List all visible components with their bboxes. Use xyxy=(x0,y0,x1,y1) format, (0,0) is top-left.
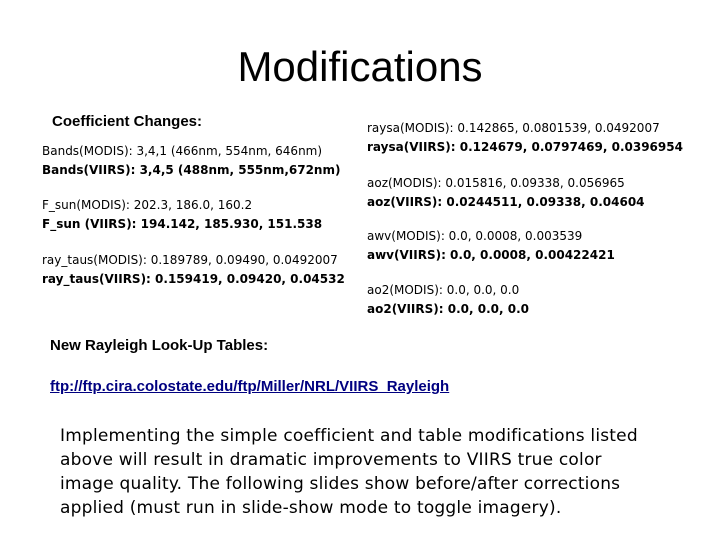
raysa-block xyxy=(367,119,683,157)
awv-block xyxy=(367,227,615,265)
raysa-viirs-text: raysa(VIIRS): 0.124679, 0.0797469, 0.0396954 xyxy=(367,140,683,154)
awv-viirs-text: awv(VIIRS): 0.0, 0.0008, 0.00422421 xyxy=(367,248,615,262)
coefficient-changes-heading: Coefficient Changes: xyxy=(52,113,203,130)
slide-title: Modifications xyxy=(237,43,483,90)
bands-block xyxy=(42,142,340,180)
fsun-viirs-text: F_sun (VIIRS): 194.142, 185.930, 151.538 xyxy=(42,217,323,231)
ao2-viirs-text: ao2(VIIRS): 0.0, 0.0, 0.0 xyxy=(367,302,529,316)
bands-modis-text: Bands(MODIS): 3,4,1 (466nm, 554nm, 646nm) xyxy=(42,144,323,158)
raytaus-block xyxy=(42,251,345,289)
aoz-modis-text: aoz(MODIS): 0.015816, 0.09338, 0.056965 xyxy=(367,176,625,190)
lut-heading: New Rayleigh Look-Up Tables: xyxy=(50,337,269,354)
ao2-block xyxy=(367,281,529,319)
fsun-modis-text: F_sun(MODIS): 202.3, 186.0, 160.2 xyxy=(42,198,253,212)
ao2-modis-text: ao2(MODIS): 0.0, 0.0, 0.0 xyxy=(367,283,520,297)
rayleigh-lut-link[interactable]: ftp://ftp.cira.colostate.edu/ftp/Miller/NRL/VIIRS_Rayleigh xyxy=(50,378,450,395)
raytaus-viirs-text: ray_taus(VIIRS): 0.159419, 0.09420, 0.04532 xyxy=(42,272,345,286)
bands-viirs-text: Bands(VIIRS): 3,4,5 (488nm, 555nm,672nm) xyxy=(42,163,341,177)
awv-modis-text: awv(MODIS): 0.0, 0.0008, 0.003539 xyxy=(367,229,583,243)
aoz-block xyxy=(367,174,645,212)
raytaus-modis-text: ray_taus(MODIS): 0.189789, 0.09490, 0.0492007 xyxy=(42,253,338,267)
fsun-block xyxy=(42,196,322,234)
raysa-modis-text: raysa(MODIS): 0.142865, 0.0801539, 0.0492007 xyxy=(367,121,660,135)
aoz-viirs-text: aoz(VIIRS): 0.0244511, 0.09338, 0.04604 xyxy=(367,195,645,209)
summary-paragraph: Implementing the simple coefficient and table modifications listed above will result in dramatic improvements to VIIRS true color image quality. The following slides show before/after corrections applied (must run in slide-show mode to toggle imagery). xyxy=(60,426,638,518)
